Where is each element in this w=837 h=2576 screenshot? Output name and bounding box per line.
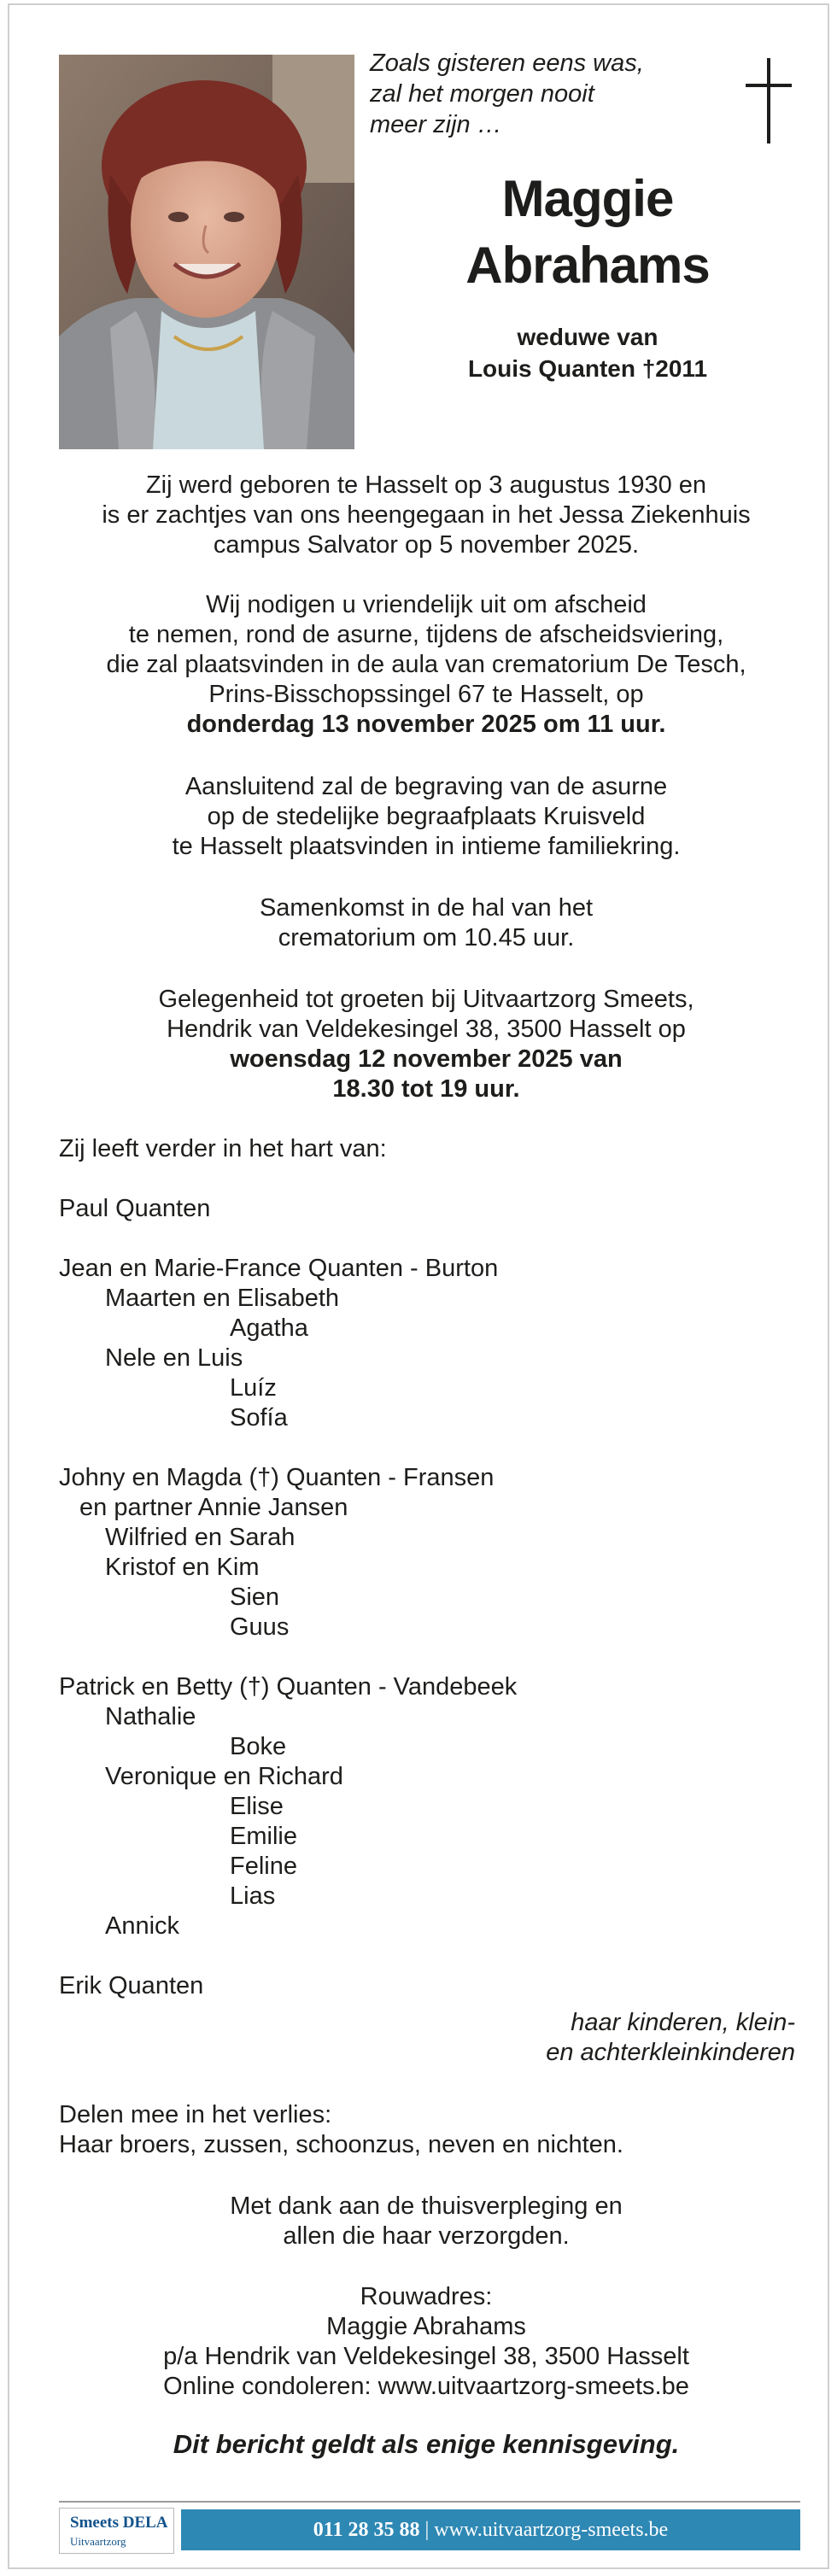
family-member: Boke: [230, 1733, 287, 1760]
thanks-paragraph: [59, 2192, 793, 2251]
text-line: Delen mee in het verlies:: [59, 2101, 332, 2128]
closing-notice: Dit bericht geldt als enige kennisgeving.: [173, 2429, 680, 2459]
spouse-line: Louis Quanten †2011: [467, 355, 708, 382]
text-line: campus Salvator op 5 november 2025.: [213, 531, 640, 559]
family-member: Jean en Marie-France Quanten - Burton: [59, 1255, 499, 1282]
family-member: Paul Quanten: [59, 1195, 211, 1222]
text-line: crematorium om 10.45 uur.: [278, 924, 575, 951]
family-spacer: [59, 1642, 793, 1672]
ceremony-date: donderdag 13 november 2025 om 11 uur.: [186, 711, 666, 738]
text-line: te Hasselt plaatsvinden in intieme familiekring.: [172, 833, 681, 860]
family-spacer: [59, 1433, 793, 1463]
funeral-home-logo: [59, 2508, 174, 2554]
family-member: Kristof en Kim: [105, 1554, 260, 1581]
family-member: Annick: [105, 1912, 180, 1940]
text-line: Met dank aan de thuisverpleging en: [230, 2193, 623, 2220]
mourning-paragraph: [59, 2100, 793, 2160]
portrait-photo-icon: [59, 55, 354, 449]
text-line: p/a Hendrik van Veldekesingel 38, 3500 Hasselt: [163, 2343, 689, 2370]
text-line: allen die haar verzorgden.: [283, 2222, 570, 2250]
first-name: Maggie: [501, 170, 674, 227]
family-spacer: [59, 1941, 793, 1971]
text-line: op de stedelijke begraafplaats Kruisveld: [207, 803, 646, 830]
text-line: Hendrik van Veldekesingel 38, 3500 Hasselt op: [167, 1016, 686, 1043]
separator: |: [424, 2519, 430, 2541]
text-line: Gelegenheid tot groeten bij Uitvaartzorg Smeets,: [158, 986, 694, 1013]
lives-on-heading: Zij leeft verder in het hart van:: [59, 1135, 387, 1162]
verse-line: meer zijn …: [370, 111, 502, 138]
text-line: die zal plaatsvinden in de aula van crematorium De Tesch,: [106, 651, 746, 678]
signature-line: en achterkleinkinderen: [546, 2039, 795, 2066]
logo-subtitle: Uitvaartzorg: [70, 2535, 126, 2548]
greeting-time: 18.30 tot 19 uur.: [332, 1075, 520, 1103]
family-member: Feline: [230, 1853, 297, 1880]
website-link[interactable]: www.uitvaartzorg-smeets.be: [434, 2519, 669, 2541]
text-line: Zij werd geboren te Hasselt op 3 augustus 1930 en: [145, 471, 707, 499]
text-line: is er zachtjes van ons heengegaan in het Jessa Ziekenhuis: [102, 501, 751, 529]
family-signature: [59, 2008, 795, 2068]
family-member: Emilie: [230, 1823, 297, 1850]
spouse-info: [378, 321, 797, 384]
meeting-paragraph: [59, 893, 793, 953]
family-member: Guus: [230, 1613, 290, 1641]
contact-bar: [181, 2509, 800, 2550]
text-line: te nemen, rond de asurne, tijdens de afscheidsviering,: [128, 621, 724, 648]
text-line: Wij nodigen u vriendelijk uit om afscheid: [206, 591, 647, 618]
last-name: Abrahams: [465, 237, 710, 294]
death-notice: [8, 3, 829, 2569]
logo-name: Smeets DELA: [70, 2514, 168, 2532]
family-member: Johny en Magda (†) Quanten - Fransen: [59, 1464, 495, 1491]
family-member: Veronique en Richard: [105, 1763, 343, 1790]
text-line: Aansluitend zal de begraving van de asurne: [184, 773, 668, 800]
family-member: en partner Annie Jansen: [79, 1494, 348, 1521]
text-line: Haar broers, zussen, schoonzus, neven en nichten.: [59, 2131, 623, 2158]
burial-paragraph: [59, 772, 793, 862]
family-member: Wilfried en Sarah: [105, 1524, 296, 1551]
verse-line: zal het morgen nooit: [370, 80, 594, 108]
text-line: Rouwadres:: [360, 2283, 493, 2310]
footer-divider: [59, 2501, 800, 2503]
signature-line: haar kinderen, klein-: [571, 2009, 795, 2036]
address-paragraph: [59, 2282, 793, 2402]
family-member: Elise: [230, 1793, 284, 1820]
phone-number[interactable]: 011 28 35 88: [313, 2519, 420, 2541]
family-member: Lias: [230, 1882, 276, 1910]
verse: [370, 48, 694, 140]
text-line: Samenkomst in de hal van het: [259, 894, 594, 922]
spouse-line: weduwe van: [517, 324, 658, 350]
birth-paragraph: [59, 471, 793, 560]
text-line: Maggie Abrahams: [326, 2313, 526, 2340]
family-member: Nathalie: [105, 1703, 196, 1730]
cross-icon: [744, 58, 795, 143]
family-member: Luíz: [230, 1374, 277, 1402]
family-member: Erik Quanten: [59, 1972, 204, 1999]
footer: [59, 2508, 800, 2554]
family-spacer: [59, 1224, 793, 1254]
invitation-paragraph: [59, 590, 793, 740]
text-line: Prins-Bisschopssingel 67 te Hasselt, op: [208, 681, 644, 708]
family-member: Agatha: [230, 1314, 308, 1342]
family-member: Patrick en Betty (†) Quanten - Vandebeek: [59, 1673, 518, 1701]
greeting-paragraph: [59, 985, 793, 1104]
deceased-name: [378, 166, 797, 299]
verse-line: Zoals gisteren eens was,: [370, 50, 644, 77]
family-member: Sien: [230, 1584, 280, 1611]
family-member: Maarten en Elisabeth: [105, 1285, 340, 1312]
greeting-date: woensdag 12 november 2025 van: [230, 1045, 623, 1073]
condolence-link[interactable]: Online condoleren: www.uitvaartzorg-smeets.be: [163, 2373, 689, 2400]
family-member: Sofía: [230, 1404, 288, 1431]
family-member: Nele en Luis: [105, 1344, 243, 1372]
family-list: [59, 1194, 793, 2001]
